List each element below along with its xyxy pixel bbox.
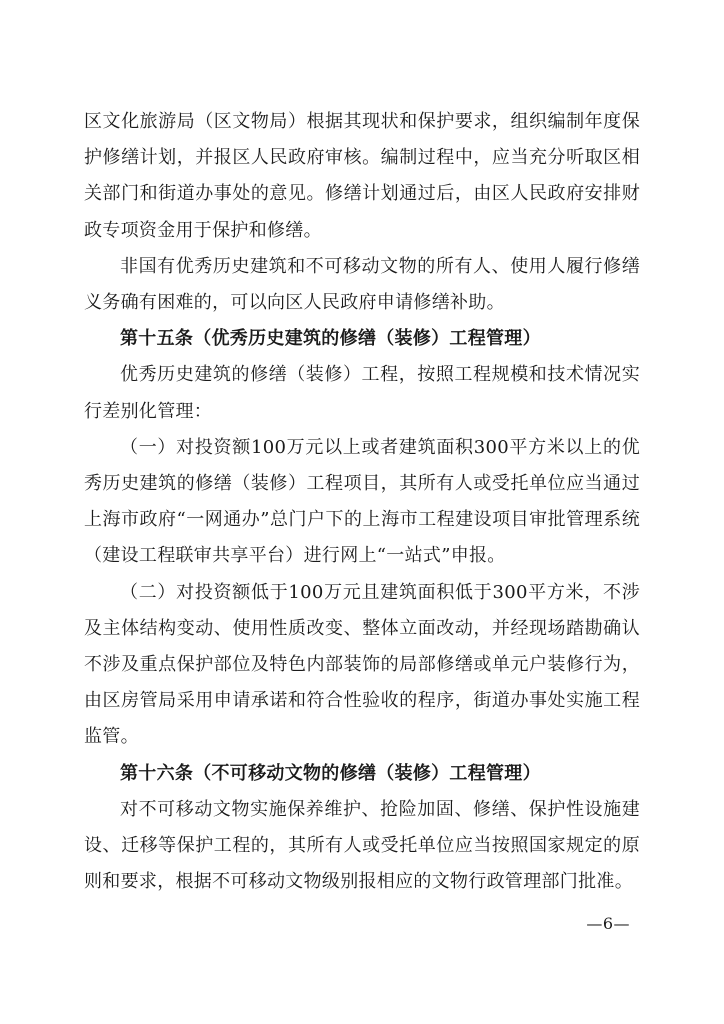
paragraph-relic-approval: 对不可移动文物实施保养维护、抢险加固、修缮、保护性设施建设、迁移等保护工程的，其所有人或受托单位应当按照国家规定的原则和要求，根据不可移动文物级别报相应的文物行政管理部门批准。 (84, 798, 640, 893)
paragraph-differentiated-management: 优秀历史建筑的修缮（装修）工程，按照工程规模和技术情况实行差别化管理： (84, 364, 640, 422)
paragraph-subsidy: 非国有优秀历史建筑和不可移动文物的所有人、使用人履行修缮义务确有困难的，可以向区人民政府申请修缮补助。 (84, 255, 640, 314)
body-text (84, 104, 640, 900)
article-15-heading: 第十五条（优秀历史建筑的修缮（装修）工程管理） (120, 328, 541, 350)
paragraph-item-2: （二）对投资额低于100万元且建筑面积低于300平方米，不涉及主体结构变动、使用性质改变、整体立面改动，并经现场踏勘确认不涉及重点保护部位及特色内部装饰的局部修缮或单元户装修行为，由区房管局采用申请承诺和符合性验收的程序，街道办事处实施工程监管。 (84, 581, 640, 748)
article-16-heading: 第十六条（不可移动文物的修缮（装修）工程管理） (120, 762, 541, 784)
paragraph-item-1: （一）对投资额100万元以上或者建筑面积300平方米以上的优秀历史建筑的修缮（装修）工程项目，其所有人或受托单位应当通过上海市政府“一网通办”总门户下的上海市工程建设项目审批管理系统（建设工程联审共享平台）进行网上“一站式”申报。 (84, 436, 640, 567)
paragraph-funding: 区文化旅游局（区文物局）根据其现状和保护要求，组织编制年度保护修缮计划，并报区人民政府审核。编制过程中，应当充分听取区相关部门和街道办事处的意见。修缮计划通过后，由区人民政府安排财政专项资金用于保护和修缮。 (84, 111, 640, 241)
page-number: —6— (586, 914, 630, 933)
